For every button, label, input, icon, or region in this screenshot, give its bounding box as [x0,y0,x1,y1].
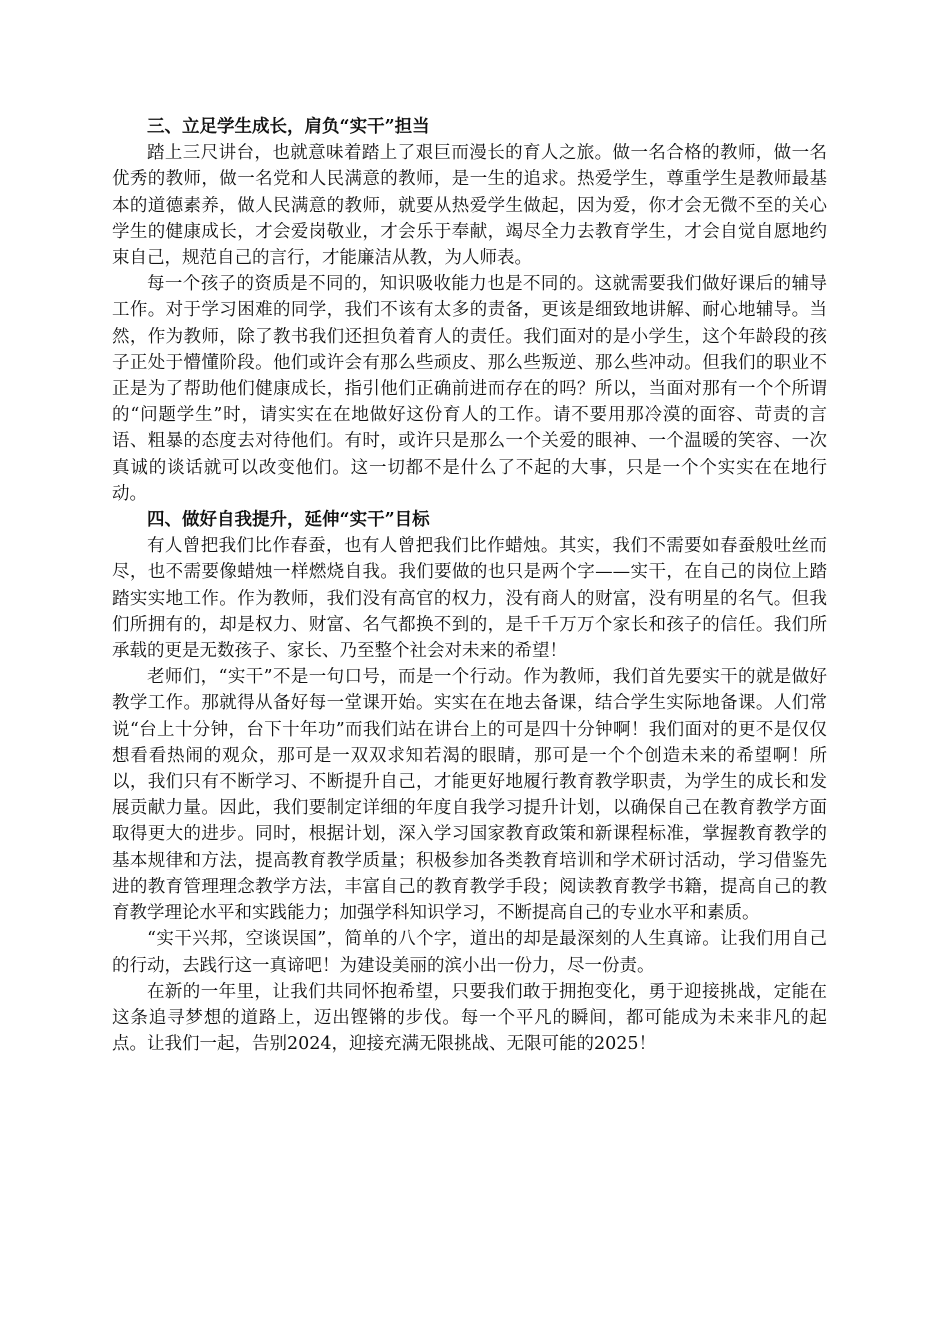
paragraph: 每一个孩子的资质是不同的，知识吸收能力也是不同的。这就需要我们做好课后的辅导工作。对于学习困难的同学，我们不该有太多的责备，更该是细致地讲解、耐心地辅导。当然，作为教师，除了教书我们还担负着育人的责任。我们面对的是小学生，这个年龄段的孩子正处于懵懂阶段。他们或许会有那么些顽皮、那么些叛逆、那么些冲动。但我们的职业不正是为了帮助他们健康成长，指引他们正确前进而存在的吗？所以，当面对那有一个个所谓的“问题学生”时，请实实在在地做好这份育人的工作。请不要用那冷漠的面容、苛责的言语、粗暴的态度去对待他们。有时，或许只是那么一个关爱的眼神、一个温暖的笑容、一次真诚的谈话就可以改变他们。这一切都不是什么了不起的大事，只是一个个实实在在地行动。 [112,274,827,504]
section-heading-3: 三、立足学生成长，肩负“实干”担当 [147,117,430,137]
paragraph: 在新的一年里，让我们共同怀抱希望，只要我们敢于拥抱变化，勇于迎接挑战，定能在这条追寻梦想的道路上，迈出铿锵的步伐。每一个平凡的瞬间，都可能成为未来非凡的起点。让我们一起，告别2024，迎接充满无限挑战、无限可能的2025！ [112,981,827,1055]
section-heading-4: 四、做好自我提升，延伸“实干”目标 [147,510,430,531]
paragraph: 踏上三尺讲台，也就意味着踏上了艰巨而漫长的育人之旅。做一名合格的教师，做一名优秀的教师，做一名党和人民满意的教师，是一生的追求。热爱学生，尊重学生是教师最基本的道德素养，做人民满意的教师，就要从热爱学生做起，因为爱，你才会无微不至的关心学生的健康成长，才会爱岗敬业，才会乐于奉献，竭尽全力去教育学生，才会自觉自愿地约束自己，规范自己的言行，才能廉洁从教，为人师表。 [112,143,827,269]
paragraph: 有人曾把我们比作春蚕，也有人曾把我们比作蜡烛。其实，我们不需要如春蚕般吐丝而尽，也不需要像蜡烛一样燃烧自我。我们要做的也只是两个字——实干，在自己的岗位上踏踏实实地工作。作为教师，我们没有高官的权力，没有商人的财富，没有明星的名气。但我们所拥有的，却是权力、财富、名气都换不到的，是千千万万个家长和孩子的信任。我们所承载的更是无数孩子、家长、乃至整个社会对未来的希望！ [112,536,827,662]
paragraph: 老师们，“实干”不是一句口号，而是一个行动。作为教师，我们首先要实干的就是做好教学工作。那就得从备好每一堂课开始。实实在在地去备课，结合学生实际地备课。人们常说“台上十分钟，台下十年功”而我们站在讲台上的可是四十分钟啊！我们面对的更不是仅仅想看看热闹的观众，那可是一双双求知若渴的眼睛，那可是一个个创造未来的希望啊！所以，我们只有不断学习、不断提升自己，才能更好地履行教育教学职责，为学生的成长和发展贡献力量。因此，我们要制定详细的年度自我学习提升计划，以确保自己在教育教学方面取得更大的进步。同时，根据计划，深入学习国家教育政策和新课程标准，掌握教育教学的基本规律和方法，提高教育教学质量；积极参加各类教育培训和学术研讨活动，学习借鉴先进的教育管理理念教学方法，丰富自己的教育教学手段；阅读教育教学书籍，提高自己的教育教学理论水平和实践能力；加强学科知识学习，不断提高自己的专业水平和素质。 [112,667,827,924]
paragraph: “实干兴邦，空谈误国”，简单的八个字，道出的却是最深刻的人生真谛。让我们用自己的行动，去践行这一真谛吧！为建设美丽的滨小出一份力，尽一份责。 [112,929,827,976]
document-page [112,114,827,1057]
